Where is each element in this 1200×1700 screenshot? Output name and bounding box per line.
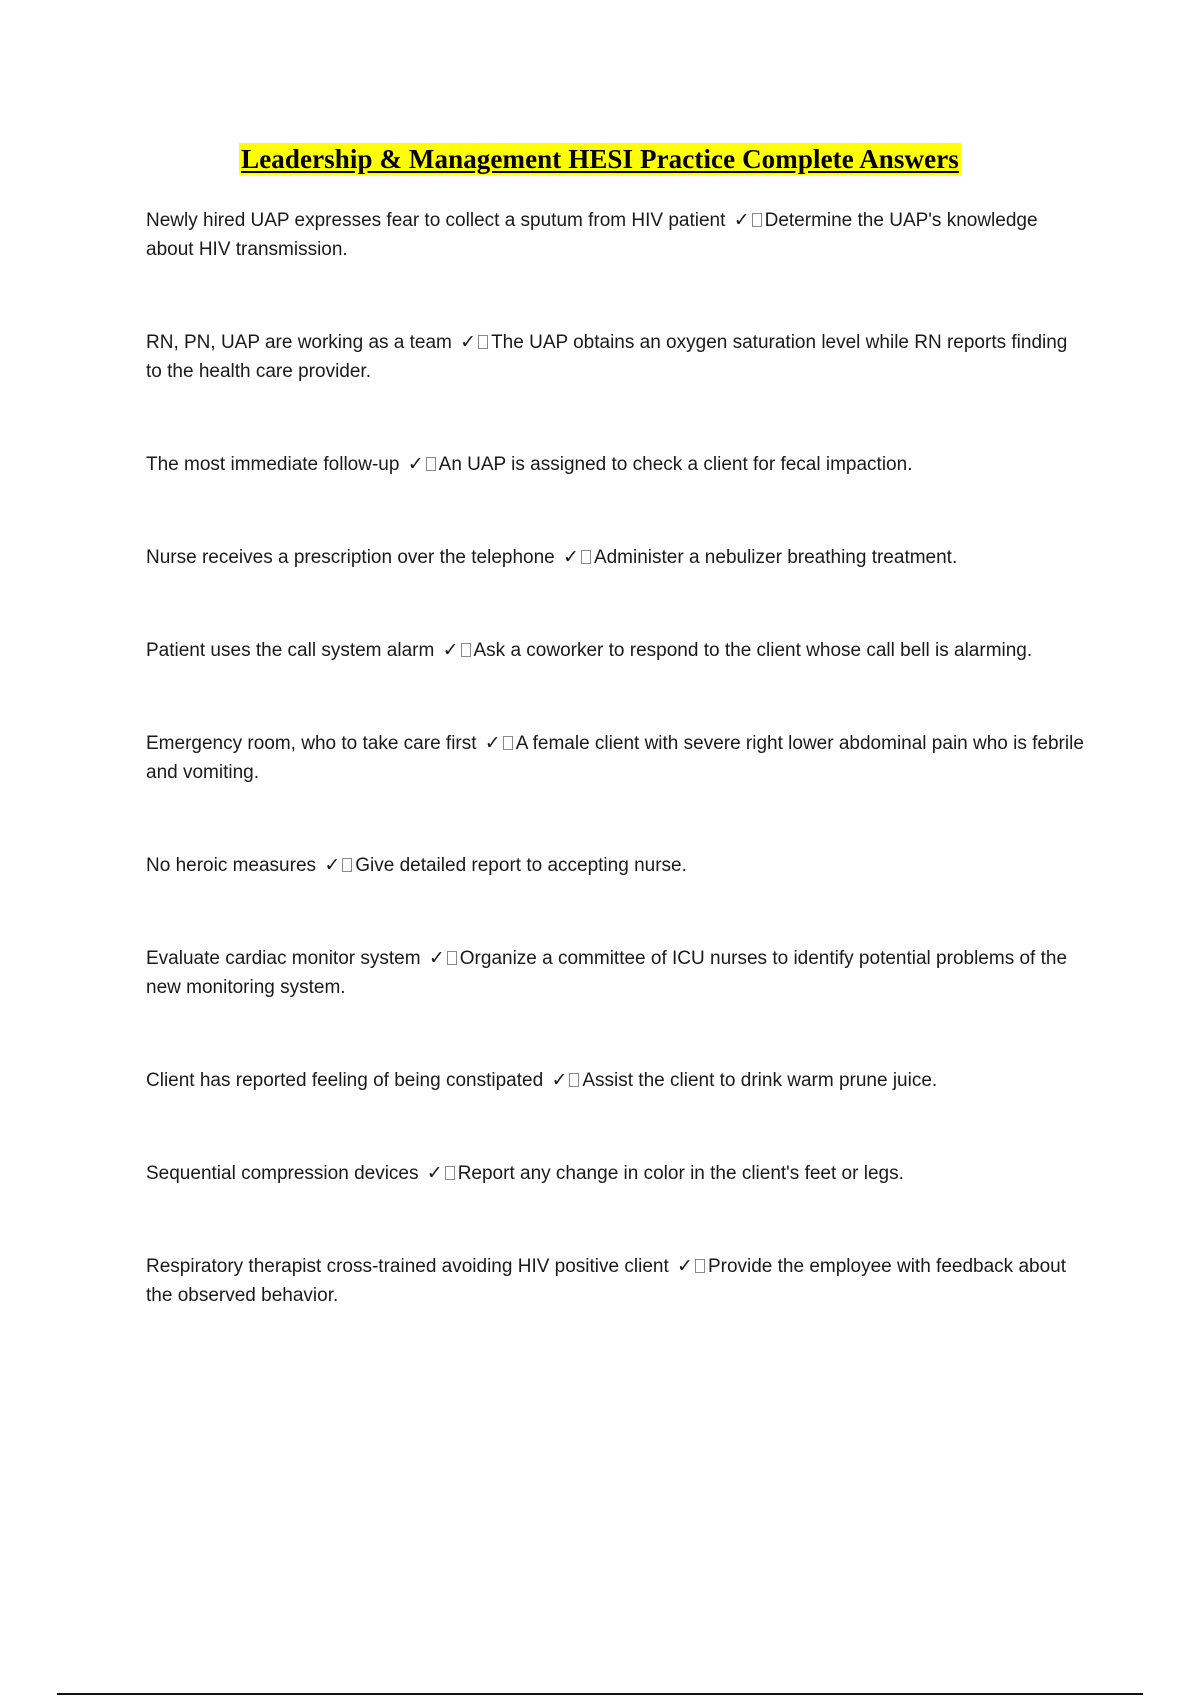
question-text: Emergency room, who to take care first [146,733,477,754]
title-wrap [0,143,1200,175]
check-mark-icon: ✓ [484,732,501,754]
qa-item [146,729,1086,787]
missing-glyph-box-icon [447,951,457,965]
check-mark-icon: ✓ [426,1162,443,1184]
question-text: Nurse receives a prescription over the telephone [146,547,555,568]
missing-glyph-box-icon [503,736,513,750]
answer-text: An UAP is assigned to check a client for fecal impaction. [438,454,913,475]
check-mark-icon: ✓ [460,331,477,353]
missing-glyph-box-icon [581,550,591,564]
qa-item [146,636,1086,665]
check-mark-icon: ✓ [733,209,750,231]
answer-text: Ask a coworker to respond to the client whose call bell is alarming. [473,640,1033,661]
question-text: No heroic measures [146,855,317,876]
question-text: Evaluate cardiac monitor system [146,948,421,969]
question-text: Client has reported feeling of being constipated [146,1070,544,1091]
qa-item [146,450,1086,479]
answer-text: Provide the employee with feedback about the observed behavior. [146,1256,1066,1306]
check-mark-icon: ✓ [551,1069,568,1091]
missing-glyph-box-icon [752,213,762,227]
qa-item [146,1252,1086,1310]
answer-text: Organize a committee of ICU nurses to identify potential problems of the new monitoring system. [146,948,1068,998]
answer-text: Give detailed report to accepting nurse. [355,855,687,876]
qa-item [146,1159,1086,1188]
question-text: The most immediate follow-up [146,454,400,475]
missing-glyph-box-icon [569,1073,579,1087]
missing-glyph-box-icon [695,1259,705,1273]
qa-list [146,206,1086,1374]
answer-text: The UAP obtains an oxygen saturation level while RN reports finding to the health care provider. [146,332,1068,382]
check-mark-icon: ✓ [428,947,445,969]
missing-glyph-box-icon [342,858,352,872]
qa-item [146,206,1086,264]
check-mark-icon: ✓ [407,453,424,475]
question-text: RN, PN, UAP are working as a team [146,332,452,353]
qa-item [146,328,1086,386]
check-mark-icon: ✓ [324,854,341,876]
answer-text: Administer a nebulizer breathing treatment. [593,547,958,568]
answer-text: Report any change in color in the client's feet or legs. [457,1163,904,1184]
question-text: Newly hired UAP expresses fear to collect a sputum from HIV patient [146,210,726,231]
check-mark-icon: ✓ [442,639,459,661]
question-text: Respiratory therapist cross-trained avoiding HIV positive client [146,1256,669,1277]
answer-text: A female client with severe right lower abdominal pain who is febrile and vomiting. [146,733,1084,783]
page-title: Leadership & Management HESI Practice Complete Answers [241,144,959,174]
missing-glyph-box-icon [478,335,488,349]
footer-rule [57,1693,1143,1695]
answer-text: Assist the client to drink warm prune juice. [582,1070,938,1091]
question-text: Sequential compression devices [146,1163,419,1184]
missing-glyph-box-icon [426,457,436,471]
missing-glyph-box-icon [445,1166,455,1180]
question-text: Patient uses the call system alarm [146,640,435,661]
qa-item [146,1066,1086,1095]
qa-item [146,944,1086,1002]
answer-text: Determine the UAP's knowledge about HIV transmission. [146,210,1038,260]
qa-item [146,543,1086,572]
check-mark-icon: ✓ [563,546,579,568]
qa-item [146,851,1086,880]
check-mark-icon: ✓ [677,1255,693,1277]
missing-glyph-box-icon [461,643,471,657]
